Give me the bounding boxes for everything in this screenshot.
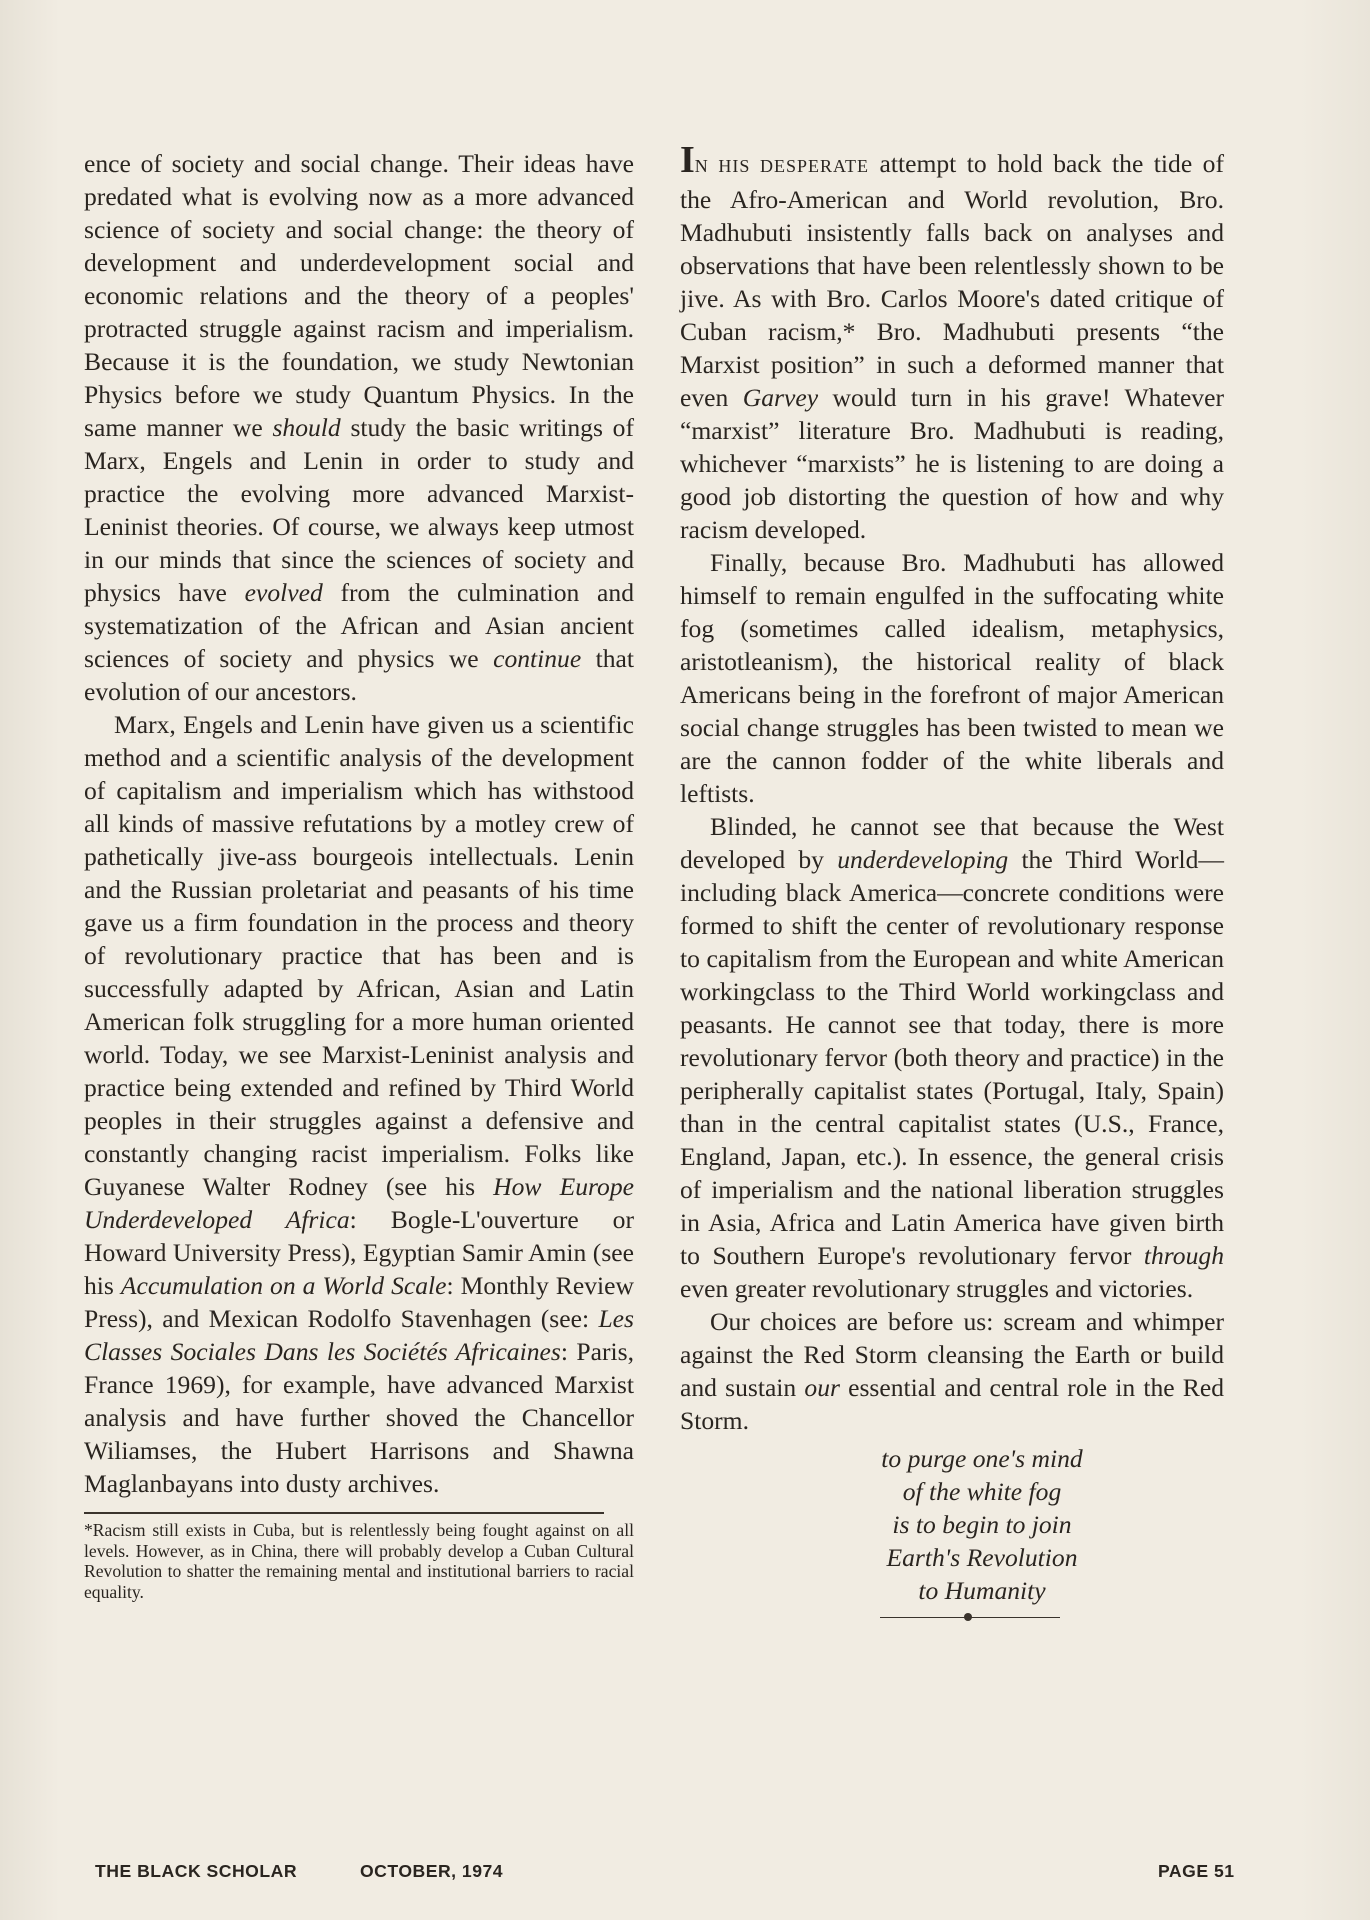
text-run: essential and central role in the Red Storm. [680,1373,1224,1435]
text-run: : Monthly Review Press), and Mexican Rodolfo Stavenhagen (see: [84,1271,634,1333]
poem-line: to Humanity [918,1576,1046,1605]
right-paragraph-3 [680,810,1224,1305]
footnote: *Racism still exists in Cuba, but is relentlessly being fought against on all levels. However, as in China, there will probably develop a Cuban Cultural Revolution to shatter the remaining mental and institutional barriers to racial equality. [84,1520,634,1602]
italic-emphasis: should [272,413,341,442]
book-title: Les Classes Sociales Dans les Sociétés Africaines [84,1304,634,1366]
poem-line: of the white fog [902,1477,1062,1506]
text-run: from the culmination and systematization of the African and Asian ancient sciences of society and physics we [84,578,634,673]
poem-line: Earth's Revolution [886,1543,1078,1572]
drop-cap: I [680,139,695,181]
right-paragraph-2: Finally, because Bro. Madhubuti has allowed himself to remain engulfed in the suffocating white fog (sometimes called idealism, metaphysics, aristotleanism), the historical reality of black Americans being in the forefront of major American social change struggles has been twisted to mean we are the cannon fodder of the white liberals and leftists. [680,548,1224,808]
right-paragraph-4 [680,1305,1224,1437]
italic-emphasis: underdeveloping [837,845,1009,874]
poem-line: to purge one's mind [881,1444,1083,1473]
text-run: : Paris, France 1969), for example, have advanced Marxist analysis and have further shoved the Chancellor Wiliamses, the Hubert Harrisons and Shawna Maglanbayans into dusty archives. [84,1337,634,1498]
text-run: that evolution of our ancestors. [84,644,634,706]
text-run: the Third World—including black America—concrete conditions were formed to shift the center of revolutionary response to capitalism from the European and white American workingclass to the Third World workingclass and peasants. He cannot see that today, there is more revolutionary fervor (both theory and practice) in the peripherally capitalist states (Portugal, Italy, Spain) than in the central capitalist states (U.S., France, England, Japan, etc.). In essence, the general crisis of imperialism and the national liberation struggles in Asia, Africa and Latin America have given birth to Southern Europe's revolutionary fervor [680,845,1224,1270]
footnote-divider [84,1512,604,1514]
left-paragraph-1 [84,147,634,708]
end-of-article-mark [880,1617,1060,1618]
text-run: Blinded, he cannot see that because the West developed by [680,812,1224,874]
text-run: ence of society and social change. Their ideas have predated what is evolving now as a more advanced science of society and social change: the theory of development and underdevelopment social and economic relations and the theory of a peoples' protracted struggle against racism and imperialism. Because it is the foundation, we study Newtonian Physics before we study Quantum Physics. In the same manner we [84,149,634,442]
italic-emphasis: Garvey [742,383,819,412]
left-column [84,147,634,1602]
text-run: would turn in his grave! Whatever “marxist” literature Bro. Madhubuti is reading, whichever “marxists” he is listening to are doing a good job distorting the question of how and why racism developed. [680,383,1224,544]
end-dot-icon [964,1613,972,1621]
small-caps-lead: N HIS DESPERATE [694,156,870,176]
footer-publication: THE BLACK SCHOLAR [95,1861,298,1881]
italic-emphasis: through [1143,1241,1224,1270]
text-run: Marx, Engels and Lenin have given us a scientific method and a scientific analysis of the development of capitalism and imperialism which has withstood all kinds of massive refutations by a motley crew of pathetically jive-ass bourgeois intellectuals. Lenin and the Russian proletariat and peasants of his time gave us a firm foundation in the process and theory of revolutionary practice that has been and is successfully adapted by African, Asian and Latin American folk struggling for a more human oriented world. Today, we see Marxist-Leninist analysis and practice being extended and refined by Third World peoples in their struggles against a defensive and constantly changing racist imperialism. Folks like Guyanese Walter Rodney (see his [84,710,634,1201]
italic-emphasis: continue [493,644,582,673]
text-run: : Bogle-L'ouverture or Howard University Press), Egyptian Samir Amin (see his [84,1205,635,1300]
text-run: Our choices are before us: scream and whimper against the Red Storm cleansing the Earth or build and sustain [680,1307,1224,1402]
book-title: How Europe Underdeveloped Africa [84,1172,634,1234]
closing-poem [680,1442,1224,1607]
footer-date: OCTOBER, 1974 [360,1861,504,1881]
footer-page-number: PAGE 51 [1158,1861,1235,1881]
poem-line: is to begin to join [892,1510,1072,1539]
text-run: even greater revolutionary struggles and victories. [680,1274,1194,1303]
book-title: Accumulation on a World Scale [120,1271,447,1300]
left-paragraph-2 [84,708,634,1500]
right-paragraph-1 [680,139,1225,546]
text-run: attempt to hold back the tide of the Afro-American and World revolution, Bro. Madhubuti insistently falls back on analyses and observations that have been relentlessly shown to be jive. As with Bro. Carlos Moore's dated critique of Cuban racism,* Bro. Madhubuti presents “the Marxist position” in such a deformed manner that even [680,149,1225,412]
right-column [680,139,1225,1618]
italic-emphasis: evolved [244,578,323,607]
text-run: study the basic writings of Marx, Engels and Lenin in order to study and practice the evolving more advanced Marxist-Leninist theories. Of course, we always keep utmost in our minds that since the sciences of society and physics have [84,413,634,607]
italic-emphasis: our [804,1373,840,1402]
